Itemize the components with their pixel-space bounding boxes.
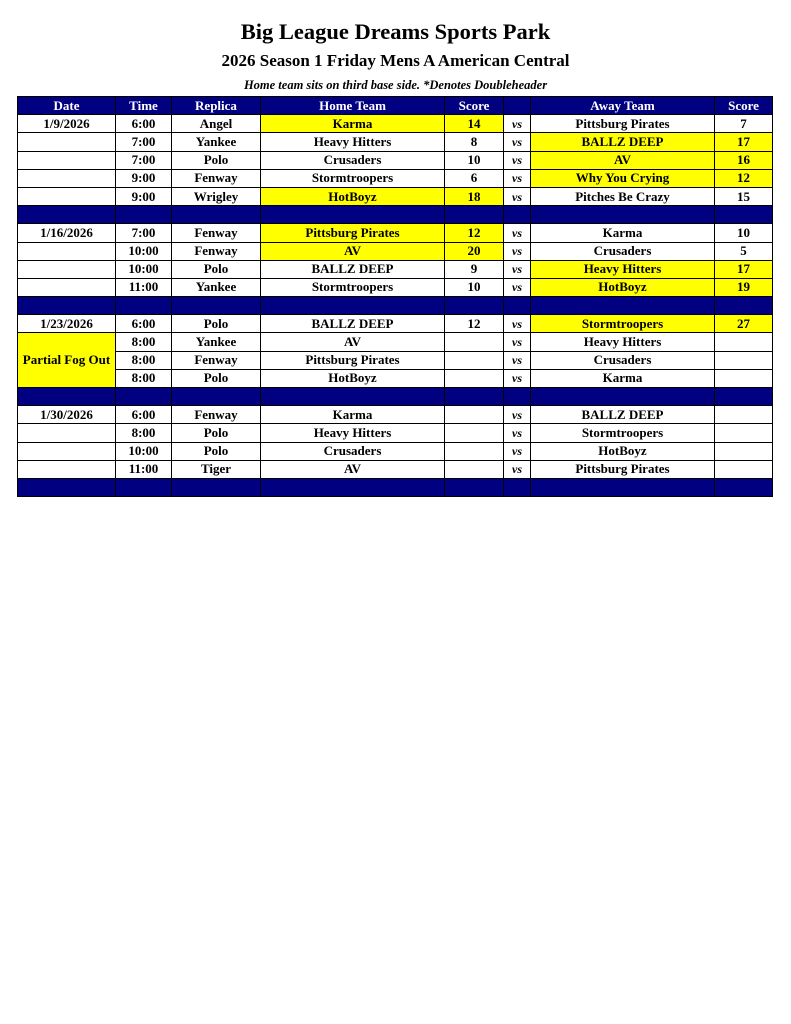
separator-cell bbox=[261, 388, 445, 406]
separator-cell bbox=[715, 388, 773, 406]
schedule-table bbox=[17, 96, 773, 497]
separator-cell bbox=[445, 388, 504, 406]
away-team: Pittsburg Pirates bbox=[531, 115, 715, 133]
vs-label: vs bbox=[504, 224, 531, 242]
date-empty bbox=[18, 133, 116, 151]
away-team: Heavy Hitters bbox=[531, 333, 715, 351]
separator-cell bbox=[18, 478, 116, 496]
game-time: 11:00 bbox=[116, 278, 172, 296]
away-score: 10 bbox=[715, 224, 773, 242]
page-title: Big League Dreams Sports Park bbox=[240, 19, 551, 44]
game-replica-field: Polo bbox=[172, 260, 261, 278]
vs-label: vs bbox=[504, 242, 531, 260]
home-score: 20 bbox=[445, 242, 504, 260]
column-header-home-score: Score bbox=[445, 97, 504, 115]
away-team: Heavy Hitters bbox=[531, 260, 715, 278]
vs-label: vs bbox=[504, 442, 531, 460]
game-row bbox=[18, 224, 773, 242]
away-score bbox=[715, 369, 773, 387]
vs-label: vs bbox=[504, 333, 531, 351]
date-empty bbox=[18, 424, 116, 442]
game-time: 6:00 bbox=[116, 315, 172, 333]
separator-cell bbox=[504, 388, 531, 406]
week-separator bbox=[18, 297, 773, 315]
date-empty bbox=[18, 278, 116, 296]
game-row bbox=[18, 187, 773, 205]
home-team: Stormtroopers bbox=[261, 278, 445, 296]
home-score: 10 bbox=[445, 151, 504, 169]
home-score: 6 bbox=[445, 169, 504, 187]
home-team: AV bbox=[261, 460, 445, 478]
away-team: Karma bbox=[531, 224, 715, 242]
home-team: HotBoyz bbox=[261, 187, 445, 205]
home-score: 9 bbox=[445, 260, 504, 278]
away-team: Stormtroopers bbox=[531, 315, 715, 333]
home-score: 12 bbox=[445, 315, 504, 333]
game-replica-field: Polo bbox=[172, 369, 261, 387]
game-time: 10:00 bbox=[116, 442, 172, 460]
game-time: 9:00 bbox=[116, 169, 172, 187]
home-team: HotBoyz bbox=[261, 369, 445, 387]
separator-cell bbox=[18, 388, 116, 406]
home-score bbox=[445, 369, 504, 387]
away-team: Pitches Be Crazy bbox=[531, 187, 715, 205]
game-time: 7:00 bbox=[116, 133, 172, 151]
week-separator bbox=[18, 206, 773, 224]
game-time: 8:00 bbox=[116, 351, 172, 369]
game-time: 8:00 bbox=[116, 424, 172, 442]
separator-cell bbox=[261, 206, 445, 224]
game-time: 8:00 bbox=[116, 333, 172, 351]
game-row bbox=[18, 242, 773, 260]
game-row bbox=[18, 151, 773, 169]
vs-label: vs bbox=[504, 151, 531, 169]
column-header-away-score: Score bbox=[715, 97, 773, 115]
separator-cell bbox=[531, 388, 715, 406]
away-team: BALLZ DEEP bbox=[531, 406, 715, 424]
column-header-vs bbox=[504, 97, 531, 115]
vs-label: vs bbox=[504, 187, 531, 205]
away-team: HotBoyz bbox=[531, 278, 715, 296]
away-score: 17 bbox=[715, 133, 773, 151]
away-team: AV bbox=[531, 151, 715, 169]
game-row bbox=[18, 260, 773, 278]
game-replica-field: Fenway bbox=[172, 169, 261, 187]
home-team: Karma bbox=[261, 406, 445, 424]
home-score: 8 bbox=[445, 133, 504, 151]
game-time: 11:00 bbox=[116, 460, 172, 478]
separator-cell bbox=[504, 478, 531, 496]
separator-cell bbox=[261, 297, 445, 315]
separator-cell bbox=[18, 297, 116, 315]
separator-cell bbox=[715, 478, 773, 496]
game-row bbox=[18, 278, 773, 296]
vs-label: vs bbox=[504, 315, 531, 333]
game-replica-field: Tiger bbox=[172, 460, 261, 478]
game-replica-field: Fenway bbox=[172, 406, 261, 424]
game-replica-field: Fenway bbox=[172, 242, 261, 260]
game-row bbox=[18, 406, 773, 424]
game-replica-field: Polo bbox=[172, 315, 261, 333]
game-replica-field: Yankee bbox=[172, 333, 261, 351]
game-replica-field: Yankee bbox=[172, 278, 261, 296]
separator-cell bbox=[445, 206, 504, 224]
away-score: 15 bbox=[715, 187, 773, 205]
separator-cell bbox=[116, 388, 172, 406]
week-separator bbox=[18, 478, 773, 496]
vs-label: vs bbox=[504, 424, 531, 442]
vs-label: vs bbox=[504, 351, 531, 369]
away-score: 17 bbox=[715, 260, 773, 278]
separator-cell bbox=[445, 478, 504, 496]
separator-cell bbox=[715, 206, 773, 224]
league-subtitle: 2026 Season 1 Friday Mens A American Central bbox=[221, 51, 570, 70]
separator-cell bbox=[116, 478, 172, 496]
game-replica-field: Wrigley bbox=[172, 187, 261, 205]
game-row bbox=[18, 424, 773, 442]
game-time: 7:00 bbox=[116, 151, 172, 169]
home-score bbox=[445, 424, 504, 442]
away-team: HotBoyz bbox=[531, 442, 715, 460]
home-team: Crusaders bbox=[261, 442, 445, 460]
away-score: 7 bbox=[715, 115, 773, 133]
game-time: 8:00 bbox=[116, 369, 172, 387]
game-replica-field: Fenway bbox=[172, 351, 261, 369]
game-time: 9:00 bbox=[116, 187, 172, 205]
away-score bbox=[715, 442, 773, 460]
home-score: 14 bbox=[445, 115, 504, 133]
vs-label: vs bbox=[504, 169, 531, 187]
vs-label: vs bbox=[504, 278, 531, 296]
separator-cell bbox=[172, 297, 261, 315]
away-score bbox=[715, 406, 773, 424]
away-team: Stormtroopers bbox=[531, 424, 715, 442]
game-date: 1/16/2026 bbox=[18, 224, 116, 242]
home-score bbox=[445, 442, 504, 460]
home-score bbox=[445, 460, 504, 478]
separator-cell bbox=[18, 206, 116, 224]
week-separator bbox=[18, 388, 773, 406]
schedule-body bbox=[18, 115, 773, 497]
away-team: BALLZ DEEP bbox=[531, 133, 715, 151]
game-row bbox=[18, 315, 773, 333]
column-header-time: Time bbox=[116, 97, 172, 115]
away-team: Pittsburg Pirates bbox=[531, 460, 715, 478]
vs-label: vs bbox=[504, 460, 531, 478]
vs-label: vs bbox=[504, 260, 531, 278]
game-replica-field: Polo bbox=[172, 151, 261, 169]
date-empty bbox=[18, 242, 116, 260]
game-row bbox=[18, 369, 773, 387]
separator-cell bbox=[531, 297, 715, 315]
home-team: BALLZ DEEP bbox=[261, 260, 445, 278]
date-empty bbox=[18, 260, 116, 278]
vs-label: vs bbox=[504, 115, 531, 133]
home-team: AV bbox=[261, 333, 445, 351]
vs-label: vs bbox=[504, 133, 531, 151]
home-score bbox=[445, 406, 504, 424]
away-score: 5 bbox=[715, 242, 773, 260]
away-score bbox=[715, 333, 773, 351]
separator-cell bbox=[172, 388, 261, 406]
game-time: 6:00 bbox=[116, 115, 172, 133]
date-empty bbox=[18, 169, 116, 187]
date-empty bbox=[18, 442, 116, 460]
game-time: 6:00 bbox=[116, 406, 172, 424]
game-replica-field: Polo bbox=[172, 442, 261, 460]
home-score bbox=[445, 333, 504, 351]
home-team: Heavy Hitters bbox=[261, 424, 445, 442]
vs-label: vs bbox=[504, 406, 531, 424]
home-team: AV bbox=[261, 242, 445, 260]
away-score: 12 bbox=[715, 169, 773, 187]
home-team: Pittsburg Pirates bbox=[261, 351, 445, 369]
away-score bbox=[715, 424, 773, 442]
column-header-home-team: Home Team bbox=[261, 97, 445, 115]
game-row bbox=[18, 442, 773, 460]
game-row bbox=[18, 115, 773, 133]
away-score bbox=[715, 351, 773, 369]
week-note: Partial Fog Out bbox=[18, 333, 116, 388]
game-replica-field: Angel bbox=[172, 115, 261, 133]
home-score: 12 bbox=[445, 224, 504, 242]
away-score: 16 bbox=[715, 151, 773, 169]
separator-cell bbox=[116, 297, 172, 315]
game-time: 7:00 bbox=[116, 224, 172, 242]
game-row bbox=[18, 333, 773, 351]
away-score: 19 bbox=[715, 278, 773, 296]
home-score: 18 bbox=[445, 187, 504, 205]
home-score: 10 bbox=[445, 278, 504, 296]
field-note: Home team sits on third base side. *Denotes Doubleheader bbox=[243, 78, 548, 92]
home-team: Crusaders bbox=[261, 151, 445, 169]
separator-cell bbox=[172, 206, 261, 224]
away-score: 27 bbox=[715, 315, 773, 333]
away-score bbox=[715, 460, 773, 478]
column-header-date: Date bbox=[18, 97, 116, 115]
separator-cell bbox=[172, 478, 261, 496]
separator-cell bbox=[531, 478, 715, 496]
game-date: 1/9/2026 bbox=[18, 115, 116, 133]
home-team: Heavy Hitters bbox=[261, 133, 445, 151]
away-team: Crusaders bbox=[531, 351, 715, 369]
separator-cell bbox=[261, 478, 445, 496]
home-team: Karma bbox=[261, 115, 445, 133]
home-score bbox=[445, 351, 504, 369]
date-empty bbox=[18, 460, 116, 478]
column-header-away-team: Away Team bbox=[531, 97, 715, 115]
game-replica-field: Yankee bbox=[172, 133, 261, 151]
separator-cell bbox=[445, 297, 504, 315]
date-empty bbox=[18, 151, 116, 169]
separator-cell bbox=[504, 297, 531, 315]
away-team: Karma bbox=[531, 369, 715, 387]
game-date: 1/30/2026 bbox=[18, 406, 116, 424]
game-row bbox=[18, 351, 773, 369]
vs-label: vs bbox=[504, 369, 531, 387]
away-team: Crusaders bbox=[531, 242, 715, 260]
game-row bbox=[18, 169, 773, 187]
separator-cell bbox=[531, 206, 715, 224]
header-row bbox=[18, 97, 773, 115]
separator-cell bbox=[504, 206, 531, 224]
home-team: Pittsburg Pirates bbox=[261, 224, 445, 242]
separator-cell bbox=[116, 206, 172, 224]
away-team: Why You Crying bbox=[531, 169, 715, 187]
home-team: BALLZ DEEP bbox=[261, 315, 445, 333]
date-empty bbox=[18, 187, 116, 205]
column-header-replica: Replica bbox=[172, 97, 261, 115]
game-date: 1/23/2026 bbox=[18, 315, 116, 333]
separator-cell bbox=[715, 297, 773, 315]
game-row bbox=[18, 133, 773, 151]
game-replica-field: Polo bbox=[172, 424, 261, 442]
game-time: 10:00 bbox=[116, 260, 172, 278]
game-replica-field: Fenway bbox=[172, 224, 261, 242]
game-row bbox=[18, 460, 773, 478]
home-team: Stormtroopers bbox=[261, 169, 445, 187]
game-time: 10:00 bbox=[116, 242, 172, 260]
